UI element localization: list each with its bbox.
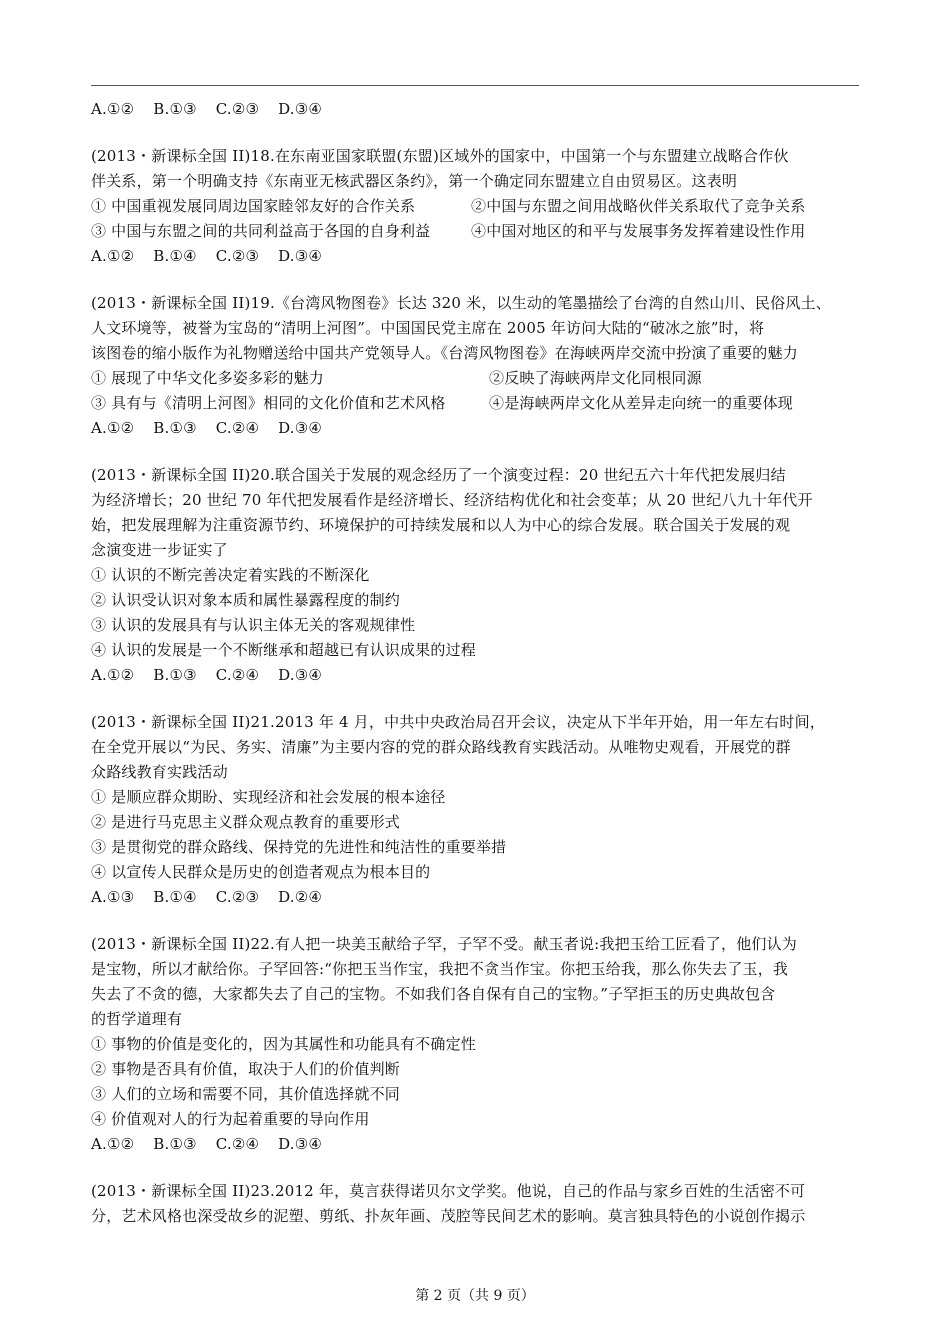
answer-options: [91, 663, 861, 688]
answer-options: [91, 244, 861, 269]
option-2: ② 认识受认识对象本质和属性暴露程度的制约: [91, 591, 400, 609]
option-row: [91, 219, 861, 244]
option-2: ② 事物是否具有价值，取决于人们的价值判断: [91, 1060, 400, 1078]
question-18: [91, 144, 861, 269]
answer-a: A.①②: [91, 100, 135, 118]
option-4: ④ 认识的发展是一个不断继承和超越已有认识成果的过程: [91, 641, 476, 659]
question-text-line: 在全党开展以“为民、务实、清廉”为主要内容的党的群众路线教育实践活动。从唯物史观看，开展党的群: [91, 738, 791, 756]
option-row: [91, 391, 861, 416]
option-4: ④是海峡两岸文化从差异走向统一的重要体现: [489, 394, 794, 412]
option-1: ① 是顺应群众期盼、实现经济和社会发展的根本途径: [91, 788, 446, 806]
answer-d: D.③④: [278, 100, 323, 118]
answer-d: D.③④: [278, 1135, 323, 1153]
answer-a: A.①②: [91, 666, 135, 684]
question-text-line: 人文环境等，被誉为宝岛的“清明上河图”。中国国民党主席在 2005 年访问大陆的“破冰之旅”时，将: [91, 319, 765, 337]
header-rule: [91, 85, 859, 86]
answer-b: B.①③: [153, 1135, 197, 1153]
question-text-line: 是宝物，所以才献给你。子罕回答:“你把玉当作宝，我把不贪当作宝。你把玉给我，那么你失去了玉，我: [91, 960, 789, 978]
answer-a: A.①③: [91, 888, 135, 906]
option-row: [91, 194, 861, 219]
answer-c: C.②③: [215, 100, 260, 118]
question-text-line: (2013・新课标全国 II)22.有人把一块美玉献给子罕，子罕不受。献玉者说:我把玉给工匠看了，他们认为: [91, 935, 798, 953]
question-text-line: 该图卷的缩小版作为礼物赠送给中国共产党领导人。《台湾风物图卷》在海峡两岸交流中扮演了重要的魅力: [91, 344, 798, 362]
question-text-line: 念演变进一步证实了: [91, 541, 228, 559]
question-text-line: (2013・新课标全国 II)21.2013 年 4 月，中共中央政治局召开会议，决定从下半年开始，用一年左右时间，: [91, 713, 825, 731]
option-3: ③ 具有与《清明上河图》相同的文化价值和艺术风格: [91, 394, 446, 412]
answer-b: B.①③: [153, 100, 197, 118]
question-text-line: (2013・新课标全国 II)19.《台湾风物图卷》长达 320 米，以生动的笔墨描绘了台湾的自然山川、民俗风土、: [91, 294, 831, 312]
answer-c: C.②③: [215, 247, 260, 265]
question-text-line: (2013・新课标全国 II)18.在东南亚国家联盟(东盟)区域外的国家中，中国第一个与东盟建立战略合作伙: [91, 147, 789, 165]
answer-c: C.②③: [215, 888, 260, 906]
question-text-line: 众路线教育实践活动: [91, 763, 228, 781]
question-19: [91, 291, 861, 441]
question-text-line: 失去了不贪的德，大家都失去了自己的宝物。不如我们各自保有自己的宝物。”子罕拒玉的历史典故包含: [91, 985, 776, 1003]
question-23: [91, 1179, 861, 1229]
answer-options: [91, 1132, 861, 1157]
prev-answer-options: [91, 97, 861, 122]
question-text-line: 伴关系，第一个明确支持《东南亚无核武器区条约》，第一个确定同东盟建立自由贸易区。这表明: [91, 172, 738, 190]
option-4: ④ 价值观对人的行为起着重要的导向作用: [91, 1110, 370, 1128]
option-2: ② 是进行马克思主义群众观点教育的重要形式: [91, 813, 400, 831]
option-2: ②反映了海峡两岸文化同根同源: [489, 369, 702, 387]
question-text-line: 分，艺术风格也深受故乡的泥塑、剪纸、扑灰年画、茂腔等民间艺术的影响。莫言独具特色的小说创作揭示: [91, 1207, 806, 1225]
answer-options: [91, 416, 861, 441]
page-footer: 第 2 页（共 9 页）: [415, 1288, 535, 1304]
answer-a: A.①②: [91, 1135, 135, 1153]
question-22: [91, 932, 861, 1157]
option-3: ③ 是贯彻党的群众路线、保持党的先进性和纯洁性的重要举措: [91, 838, 507, 856]
answer-a: A.①②: [91, 419, 135, 437]
option-2: ②中国与东盟之间用战略伙伴关系取代了竞争关系: [471, 197, 806, 215]
option-1: ① 中国重视发展同周边国家睦邻友好的合作关系: [91, 197, 416, 215]
answer-options: [91, 885, 861, 910]
option-1: ① 展现了中华文化多姿多彩的魅力: [91, 369, 324, 387]
question-text-line: (2013・新课标全国 II)23.2012 年，莫言获得诺贝尔文学奖。他说，自己的作品与家乡百姓的生活密不可: [91, 1182, 806, 1200]
question-text-line: 为经济增长；20 世纪 70 年代把发展看作是经济增长、经济结构优化和社会变革；从 20 世纪八九十年代开: [91, 491, 813, 509]
answer-c: C.②④: [215, 1135, 260, 1153]
answer-b: B.①④: [153, 888, 197, 906]
option-1: ① 事物的价值是变化的，因为其属性和功能具有不确定性: [91, 1035, 476, 1053]
answer-c: C.②④: [215, 419, 260, 437]
option-3: ③ 中国与东盟之间的共同利益高于各国的自身利益: [91, 222, 431, 240]
answer-d: D.②④: [278, 888, 323, 906]
option-4: ④ 以宣传人民群众是历史的创造者观点为根本目的: [91, 863, 431, 881]
question-text-line: (2013・新课标全国 II)20.联合国关于发展的观念经历了一个演变过程：20 世纪五六十年代把发展归结: [91, 466, 786, 484]
answer-d: D.③④: [278, 247, 323, 265]
answer-b: B.①③: [153, 419, 197, 437]
option-1: ① 认识的不断完善决定着实践的不断深化: [91, 566, 370, 584]
question-20: [91, 463, 861, 688]
answer-d: D.③④: [278, 419, 323, 437]
answer-b: B.①④: [153, 247, 197, 265]
answer-d: D.③④: [278, 666, 323, 684]
option-3: ③ 人们的立场和需要不同，其价值选择就不同: [91, 1085, 400, 1103]
option-4: ④中国对地区的和平与发展事务发挥着建设性作用: [471, 222, 806, 240]
question-text-line: 始，把发展理解为注重资源节约、环境保护的可持续发展和以人为中心的综合发展。联合国关于发展的观: [91, 516, 791, 534]
answer-a: A.①②: [91, 247, 135, 265]
question-21: [91, 710, 861, 910]
option-3: ③ 认识的发展具有与认识主体无关的客观规律性: [91, 616, 416, 634]
answer-b: B.①③: [153, 666, 197, 684]
answer-c: C.②④: [215, 666, 260, 684]
question-text-line: 的哲学道理有: [91, 1010, 183, 1028]
option-row: [91, 366, 861, 391]
page-content: [91, 97, 861, 1229]
